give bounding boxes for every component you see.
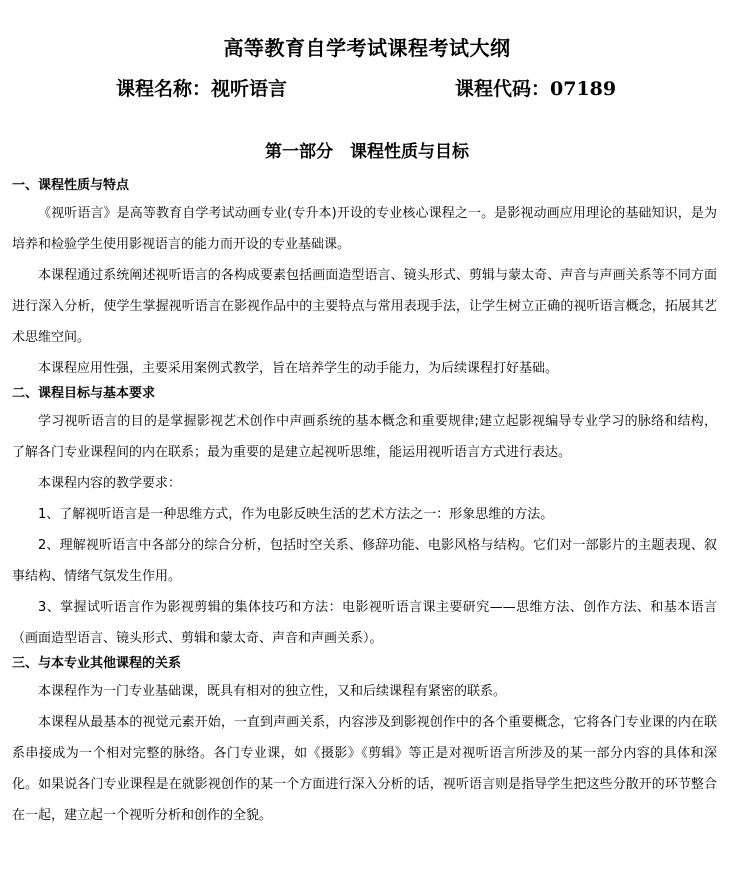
paragraph: 3、掌握试听语言作为影视剪辑的集体技巧和方法：电影视听语言课主要研究——思维方法、创作方法、和基本语言（画面造型语言、镜头形式、剪辑和蒙太奇、声音和声画关系）。 xyxy=(12,600,717,646)
paragraph: 本课程从最基本的视觉元素开始，一直到声画关系，内容涉及到影视创作中的各个重要概念，它将各门专业课的内在联系串接成为一个相对完整的脉络。各门专业课，如《摄影》《剪辑》等正是对视听语言所涉及的某一部分内容的具体和深化。如果说各门专业课程是在就影视创作的某一个方面进行深入分析的话，视听语言则是指导学生把这些分散开的环节整合在一起，建立起一个视听分析和创作的全貌。 xyxy=(12,715,717,823)
section-heading: 一、课程性质与特点 xyxy=(12,178,130,193)
section-heading: 三、与本专业其他课程的关系 xyxy=(12,656,182,671)
paragraph: 2、理解视听语言中各部分的综合分析，包括时空关系、修辞功能、电影风格与结构。它们对一部影片的主题表现、叙事结构、情绪气氛发生作用。 xyxy=(12,538,717,584)
section-goals xyxy=(12,384,717,654)
paragraph: 本课程作为一门专业基础课，既具有相对的独立性，又和后续课程有紧密的联系。 xyxy=(38,684,507,699)
paragraph: 1、了解视听语言是一种思维方式，作为电影反映生活的艺术方法之一：形象思维的方法。 xyxy=(38,507,554,522)
document-body xyxy=(12,176,717,831)
part-title: 第一部分 课程性质与目标 xyxy=(265,142,469,162)
section-heading: 二、课程目标与基本要求 xyxy=(12,386,156,401)
course-code: 课程代码：07189 xyxy=(455,78,617,100)
paragraph: 《视听语言》是高等教育自学考试动画专业(专升本)开设的专业核心课程之一。是影视动画应用理论的基础知识，是为培养和检验学生使用影视语言的能力而开设的专业基础课。 xyxy=(12,206,717,252)
course-name: 课程名称：视听语言 xyxy=(116,78,288,100)
section-nature xyxy=(12,176,717,384)
section-relations xyxy=(12,654,717,831)
document-title: 高等教育自学考试课程考试大纲 xyxy=(223,36,511,60)
paragraph: 本课程内容的教学要求： xyxy=(38,476,182,491)
paragraph: 学习视听语言的目的是掌握影视艺术创作中声画系统的基本概念和重要规律;建立起影视编导专业学习的脉络和结构，了解各门专业课程间的内在联系；最为重要的是建立起视听思维，能运用视听语言方式进行表达。 xyxy=(12,414,717,460)
paragraph: 本课程应用性强，主要采用案例式教学，旨在培养学生的动手能力，为后续课程打好基础。 xyxy=(38,361,559,376)
paragraph: 本课程通过系统阐述视听语言的各构成要素包括画面造型语言、镜头形式、剪辑与蒙太奇、声音与声画关系等不同方面进行深入分析，使学生掌握视听语言在影视作品中的主要特点与常用表现手法，让学生树立正确的视听语言概念，拓展其艺术思维空间。 xyxy=(12,268,717,345)
